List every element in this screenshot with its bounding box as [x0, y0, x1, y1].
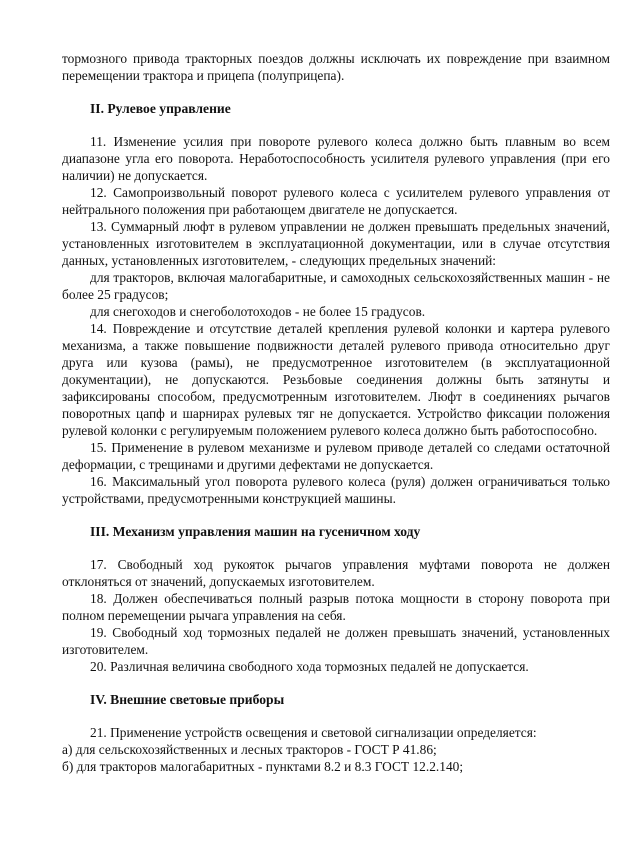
section-heading-lighting: IV. Внешние световые приборы	[90, 692, 285, 707]
paragraph-21: 21. Применение устройств освещения и световой сигнализации определяется:	[90, 725, 537, 740]
paragraph-13-snowmobiles: для снегоходов и снегоболотоходов - не более 15 градусов.	[90, 304, 426, 319]
paragraph-19: 19. Свободный ход тормозных педалей не должен превышать значений, установленных изготовителем.	[62, 625, 610, 657]
paragraph-21-b: б) для тракторов малогабаритных - пунктами 8.2 и 8.3 ГОСТ 12.2.140;	[62, 759, 464, 774]
paragraph-14: 14. Повреждение и отсутствие деталей крепления рулевой колонки и картера рулевого механизма, а также повышение подвижности деталей рулевого привода относительно друг друга или кузова (рамы), не предусмотренное изготовителем (в эксплуатационной документации), не допускаются. Резьбовые соединения должны быть затянуты и зафиксированы способом, предусмотренным изготовителем. Люфт в соединениях рычагов поворотных цапф и шарнирах рулевых тяг не допускается. Устройство фиксации положения рулевой колонки с регулируемым положением рулевого колеса должно быть работоспособно.	[62, 321, 610, 438]
paragraph-21-a: а) для сельскохозяйственных и лесных тракторов - ГОСТ Р 41.86;	[62, 742, 437, 757]
paragraph-15: 15. Применение в рулевом механизме и рулевом приводе деталей со следами остаточной деформации, с трещинами и другими дефектами не допускается.	[62, 440, 610, 472]
paragraph-13: 13. Суммарный люфт в рулевом управлении не должен превышать предельных значений, установленных изготовителем в эксплуатационной документации, или в случае отсутствия данных, установленных изготовителем, - следующих предельных значений:	[62, 219, 610, 268]
document-page	[62, 50, 610, 775]
paragraph-20: 20. Различная величина свободного хода тормозных педалей не допускается.	[90, 659, 529, 674]
paragraph-13-tractors: для тракторов, включая малогабаритные, и самоходных сельскохозяйственных машин - не более 25 градусов;	[62, 270, 610, 302]
paragraph-11: 11. Изменение усилия при повороте рулевого колеса должно быть плавным во всем диапазоне угла его поворота. Неработоспособность усилителя рулевого управления (при его наличии) не допускается.	[62, 134, 610, 183]
paragraph-18: 18. Должен обеспечиваться полный разрыв потока мощности в сторону поворота при полном перемещении рычага управления на себя.	[62, 591, 610, 623]
paragraph-16: 16. Максимальный угол поворота рулевого колеса (руля) должен ограничиваться только устройствами, предусмотренными конструкцией машины.	[62, 474, 610, 506]
paragraph-12: 12. Самопроизвольный поворот рулевого колеса с усилителем рулевого управления от нейтрального положения при работающем двигателе не допускается.	[62, 185, 610, 217]
section-heading-tracked-control: III. Механизм управления машин на гусеничном ходу	[90, 524, 421, 539]
intro-paragraph: тормозного привода тракторных поездов должны исключать их повреждение при взаимном перемещении трактора и прицепа (полуприцепа).	[62, 51, 610, 83]
paragraph-17: 17. Свободный ход рукояток рычагов управления муфтами поворота не должен отклоняться от значений, допускаемых изготовителем.	[62, 557, 610, 589]
section-heading-steering: II. Рулевое управление	[90, 101, 231, 116]
